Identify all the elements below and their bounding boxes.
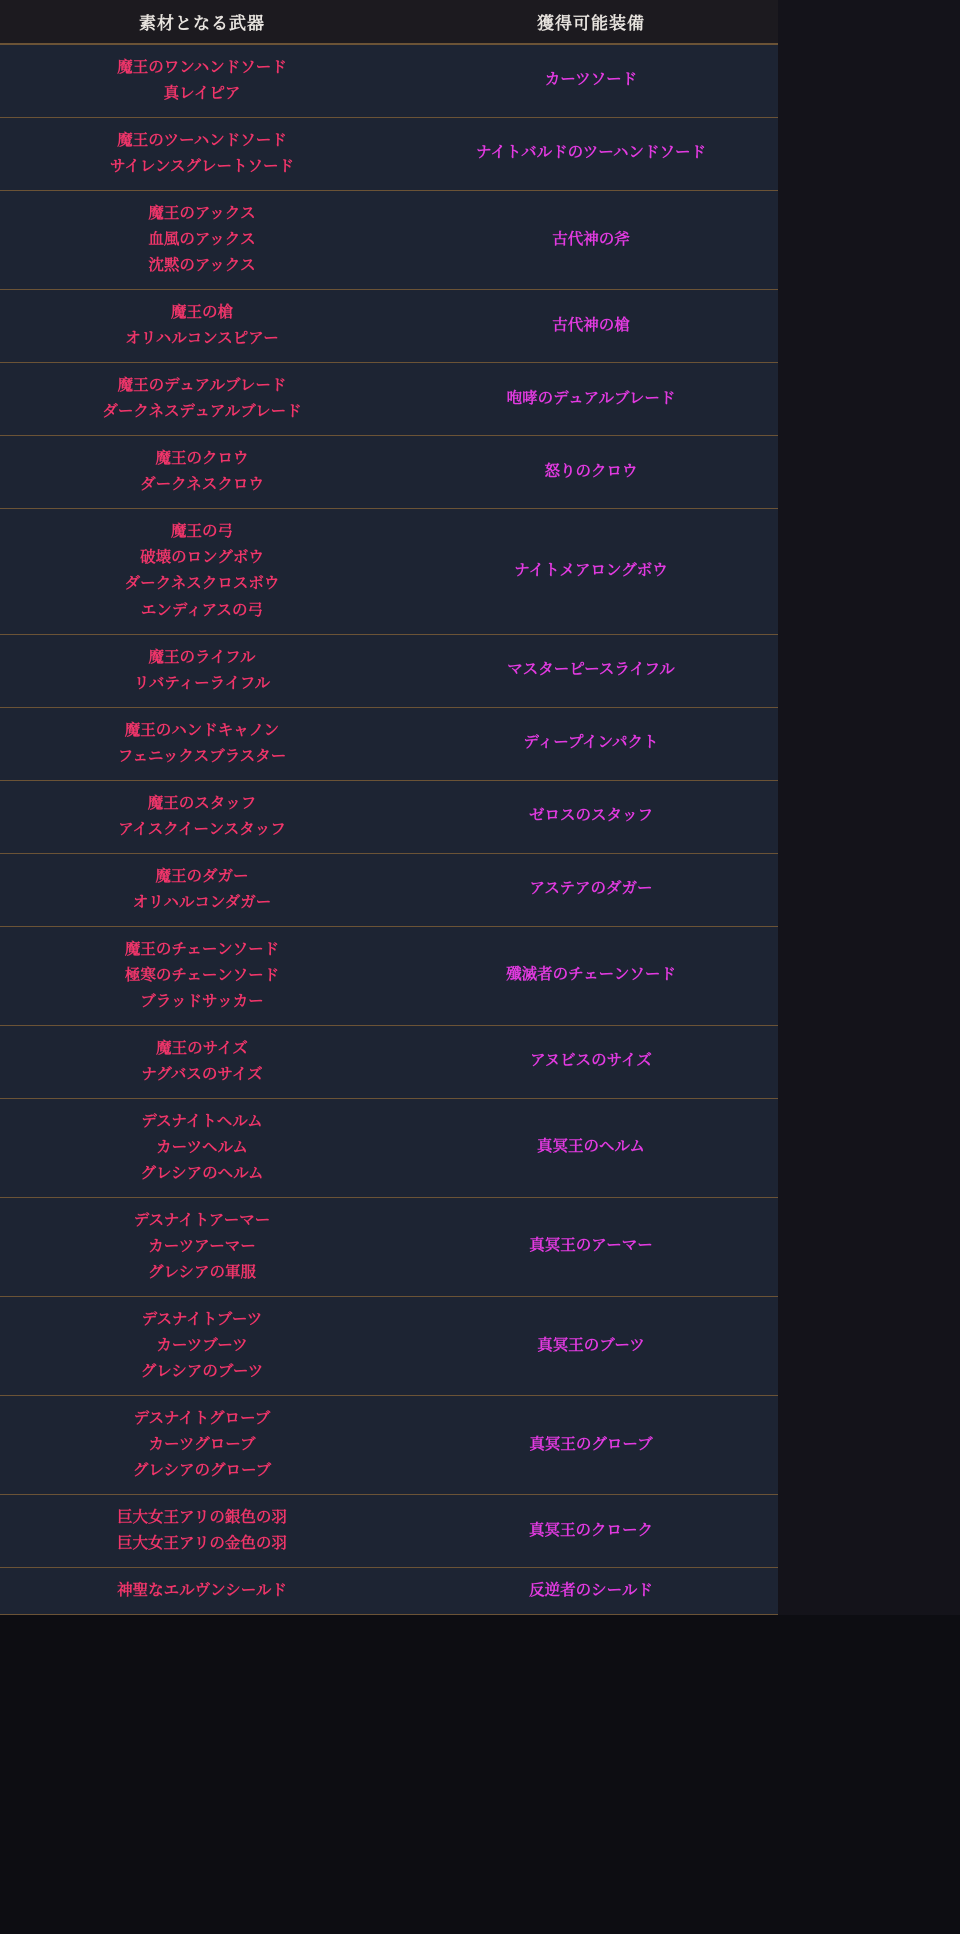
table-row	[0, 1098, 778, 1197]
table-row	[0, 926, 778, 1025]
result-cell	[404, 1297, 778, 1396]
result-item: 真冥王のヘルム	[537, 1137, 645, 1156]
result-item: 咆哮のデュアルブレード	[506, 388, 676, 407]
material-item: グレシアのグローブ	[132, 1461, 272, 1480]
material-item: カーツヘルム	[156, 1137, 248, 1156]
materials-cell	[0, 634, 404, 707]
result-item: アステアのダガー	[529, 879, 653, 898]
material-item: カーツグローブ	[148, 1435, 256, 1454]
result-item: 真冥王のブーツ	[537, 1335, 645, 1354]
material-item: 魔王のデュアルブレード	[117, 376, 287, 395]
material-item: エンディアスの弓	[140, 600, 264, 619]
material-item: カーツブーツ	[156, 1336, 248, 1355]
materials-cell	[0, 1396, 404, 1495]
material-item: デスナイトアーマー	[133, 1211, 271, 1230]
material-item: アイスクイーンスタッフ	[118, 819, 286, 838]
material-item: 魔王のアックス	[148, 204, 256, 223]
result-cell	[404, 780, 778, 853]
table-header	[0, 0, 778, 44]
material-item: サイレンスグレートソード	[109, 157, 295, 176]
materials-cell	[0, 436, 404, 509]
material-item: グレシアのヘルム	[140, 1164, 264, 1182]
result-cell	[404, 1198, 778, 1297]
result-cell	[404, 1568, 778, 1615]
material-item: 魔王のチェーンソード	[124, 939, 280, 958]
table-row	[0, 780, 778, 853]
material-item: 巨大女王アリの金色の羽	[117, 1534, 287, 1553]
material-item: ダークネスクロウ	[140, 475, 264, 494]
result-item: 殲滅者のチェーンソード	[506, 965, 676, 984]
material-item: 魔王のワンハンドソード	[117, 58, 287, 76]
material-item: 魔王のスタッフ	[147, 793, 257, 812]
table-row	[0, 436, 778, 509]
result-cell	[404, 634, 778, 707]
result-cell	[404, 44, 778, 118]
material-item: 極寒のチェーンソード	[124, 965, 280, 984]
column-header-result: 獲得可能装備	[404, 0, 778, 44]
result-cell	[404, 509, 778, 634]
materials-cell	[0, 1098, 404, 1197]
material-item: 巨大女王アリの銀色の羽	[117, 1508, 287, 1527]
material-item: グレシアのブーツ	[140, 1362, 264, 1381]
result-item: マスターピースライフル	[507, 659, 675, 678]
result-item: 古代神の斧	[552, 229, 630, 248]
material-item: 魔王のツーハンドソード	[117, 131, 287, 150]
result-cell	[404, 290, 778, 363]
result-item: 真冥王のクローク	[528, 1520, 653, 1539]
result-cell	[404, 1495, 778, 1568]
material-item: デスナイトグローブ	[133, 1409, 271, 1428]
table-row	[0, 363, 778, 436]
table-row	[0, 634, 778, 707]
material-item: デスナイトブーツ	[141, 1310, 263, 1329]
material-item: オリハルコンダガー	[132, 892, 272, 911]
table-row	[0, 707, 778, 780]
table-row	[0, 191, 778, 290]
material-item: 真レイピア	[163, 84, 241, 103]
table-body	[0, 44, 778, 1615]
materials-cell	[0, 707, 404, 780]
materials-cell	[0, 118, 404, 191]
table-row	[0, 290, 778, 363]
result-item: 反逆者のシールド	[529, 1580, 653, 1599]
result-cell	[404, 1098, 778, 1197]
material-item: 魔王の弓	[170, 522, 233, 541]
materials-cell	[0, 1025, 404, 1098]
result-item: ナイトバルドのツーハンドソード	[475, 143, 707, 162]
table-row	[0, 44, 778, 118]
table-row	[0, 1495, 778, 1568]
material-item: グレシアの軍服	[147, 1263, 257, 1282]
material-item: 魔王のハンドキャノン	[124, 720, 280, 739]
result-item: 真冥王のアーマー	[529, 1236, 653, 1255]
material-item: オリハルコンスピアー	[125, 329, 279, 348]
materials-cell	[0, 1198, 404, 1297]
materials-cell	[0, 1495, 404, 1568]
material-item: 血風のアックス	[148, 230, 256, 249]
result-item: ナイトメアロングボウ	[514, 560, 668, 579]
result-cell	[404, 707, 778, 780]
material-item: 魔王のダガー	[155, 866, 249, 885]
result-cell	[404, 118, 778, 191]
table-row	[0, 1568, 778, 1615]
materials-cell	[0, 290, 404, 363]
materials-cell	[0, 363, 404, 436]
material-item: ダークネスデュアルブレード	[102, 402, 302, 421]
material-item: 破壊のロングボウ	[140, 548, 264, 567]
result-item: 古代神の槍	[552, 315, 630, 334]
material-item: 魔王の槍	[170, 303, 233, 322]
material-item: カーツアーマー	[148, 1237, 256, 1256]
material-item: リバティーライフル	[133, 673, 271, 692]
result-item: アヌビスのサイズ	[530, 1051, 652, 1070]
material-item: ブラッドサッカー	[140, 991, 264, 1010]
result-item: カーツソード	[544, 70, 638, 89]
materials-cell	[0, 926, 404, 1025]
column-header-materials: 素材となる武器	[0, 0, 404, 44]
material-item: ナグバスのサイズ	[141, 1064, 263, 1083]
materials-cell	[0, 1568, 404, 1615]
table-row	[0, 1297, 778, 1396]
materials-cell	[0, 191, 404, 290]
material-item: 魔王のクロウ	[155, 449, 249, 468]
materials-cell	[0, 44, 404, 118]
materials-cell	[0, 1297, 404, 1396]
material-item: デスナイトヘルム	[141, 1111, 263, 1130]
material-item: 魔王のライフル	[148, 647, 256, 666]
materials-cell	[0, 509, 404, 634]
material-item: 神聖なエルヴンシールド	[117, 1581, 287, 1600]
result-cell	[404, 363, 778, 436]
material-item: 魔王のサイズ	[156, 1038, 248, 1057]
result-item: ゼロスのスタッフ	[528, 806, 653, 825]
result-cell	[404, 853, 778, 926]
table-row	[0, 1396, 778, 1495]
table-row	[0, 509, 778, 634]
table-row	[0, 1198, 778, 1297]
materials-cell	[0, 780, 404, 853]
material-item: 沈黙のアックス	[148, 256, 256, 275]
result-item: ディープインパクト	[523, 733, 659, 751]
result-cell	[404, 926, 778, 1025]
table-row	[0, 118, 778, 191]
materials-cell	[0, 853, 404, 926]
result-cell	[404, 1396, 778, 1495]
result-item: 真冥王のグローブ	[529, 1434, 653, 1453]
result-cell	[404, 436, 778, 509]
result-cell	[404, 1025, 778, 1098]
material-item: ダークネスクロスボウ	[124, 574, 280, 593]
result-item: 怒りのクロウ	[544, 461, 638, 480]
table-row	[0, 853, 778, 926]
table-row	[0, 1025, 778, 1098]
material-item: フェニックスブラスター	[117, 746, 287, 765]
result-cell	[404, 191, 778, 290]
table-header-row	[0, 0, 778, 44]
